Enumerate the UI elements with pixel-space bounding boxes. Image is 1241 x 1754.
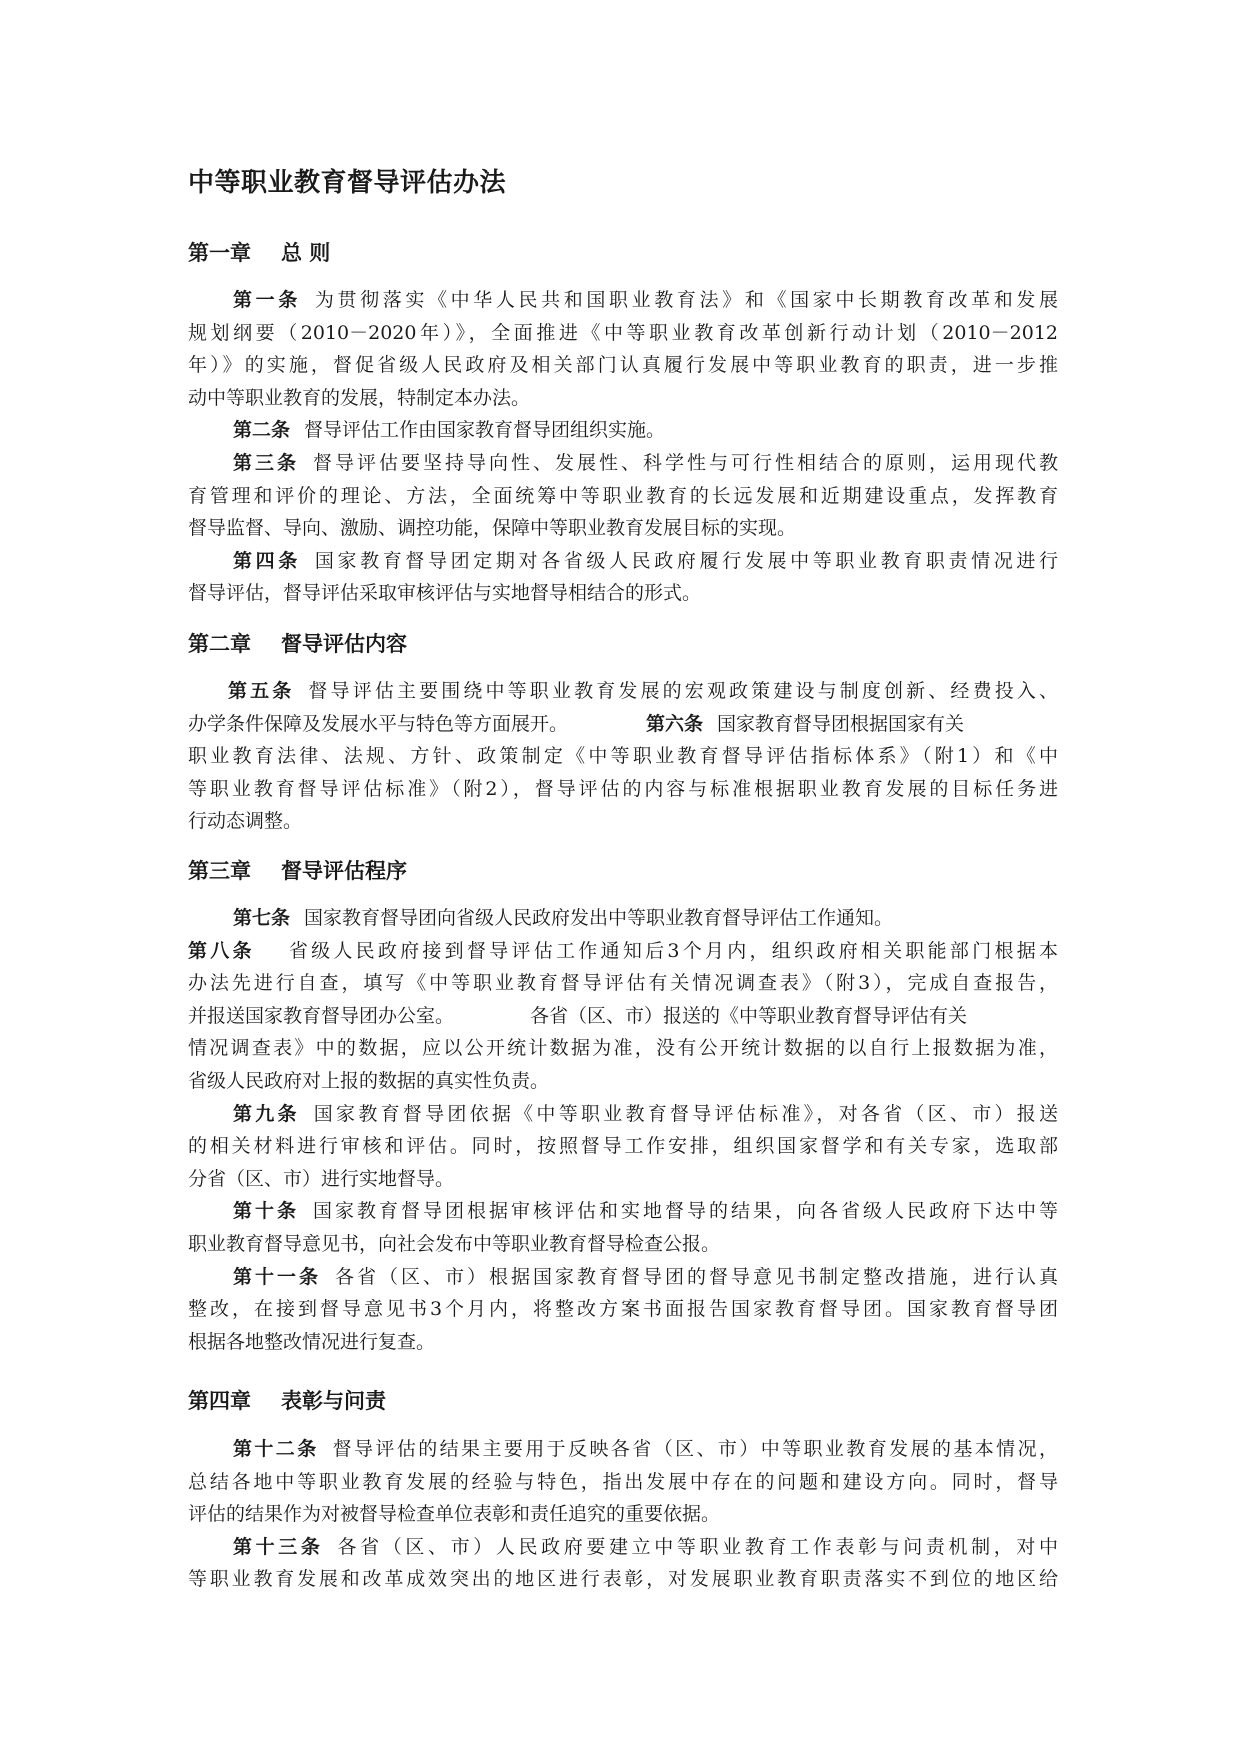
chapter-1-body xyxy=(188,284,1058,610)
article-label: 第八条 xyxy=(188,939,255,962)
text-line: 省级人民政府对上报的数据的真实性负责。 xyxy=(188,1069,550,1092)
article-label: 第十三条 xyxy=(233,1535,324,1558)
text-line: 整改，在接到督导意见书3个月内，将整改方案书面报告国家教育督导团。国家教育督导团 xyxy=(188,1298,1058,1321)
article-label: 第十一条 xyxy=(233,1265,321,1288)
text-line: 情况调查表》中的数据，应以公开统计数据为准，没有公开统计数据的以自行上报数据为准， xyxy=(188,1037,1058,1060)
text-line: 的相关材料进行审核和评估。同时，按照督导工作安排，组织国家督学和有关专家，选取部 xyxy=(188,1135,1058,1158)
text-line: 督导监督、导向、激励、调控功能，保障中等职业教育发展目标的实现。 xyxy=(188,517,797,540)
article-11: 第十一条 各省（区、市）根据国家教育督导团的督导意见书制定整改措施，进行认真 xyxy=(233,1265,1058,1288)
article-13: 第十三条 各省（区、市）人民政府要建立中等职业教育工作表彰与问责机制，对中 xyxy=(233,1535,1058,1558)
article-label: 第一条 xyxy=(233,289,301,311)
article-label: 第十二条 xyxy=(233,1438,319,1460)
article-label: 第十条 xyxy=(233,1200,299,1223)
article-label: 第二条 xyxy=(233,419,291,442)
article-7: 第七条 国家教育督导团向省级人民政府发出中等职业教育督导评估工作通知。 xyxy=(233,907,894,929)
article-label: 第九条 xyxy=(233,1102,300,1125)
text-line: 规划纲要（2010－2020年）》，全面推进《中等职业教育改革创新行动计划（2010－2012 xyxy=(188,321,1058,344)
chapter-number: 第四章 xyxy=(188,1389,251,1413)
article-10: 第十条 国家教育督导团根据审核评估和实地督导的结果，向各省级人民政府下达中等 xyxy=(233,1200,1058,1223)
text-line: 分省（区、市）进行实地督导。 xyxy=(188,1167,455,1190)
article-5: 第五条 督导评估主要围绕中等职业教育发展的宏观政策建设与制度创新、经费投入、 xyxy=(228,680,1058,702)
text-line: 职业教育督导意见书，向社会发布中等职业教育督导检查公报。 xyxy=(188,1232,721,1255)
chapter-4-heading xyxy=(188,1386,386,1416)
chapter-1-heading xyxy=(188,238,330,268)
chapter-title: 督导评估程序 xyxy=(281,859,407,883)
article-4: 第四条 国家教育督导团定期对各省级人民政府履行发展中等职业教育职责情况进行 xyxy=(233,549,1058,572)
text-line: 年）》的实施，督促省级人民政府及相关部门认真履行发展中等职业教育的职责，进一步推 xyxy=(188,354,1058,377)
chapter-title: 表彰与问责 xyxy=(281,1389,386,1413)
article-8-split-line: 并报送国家教育督导团办公室。 各省（区、市）报送的《中等职业教育督导评估有关 xyxy=(188,1004,968,1027)
chapter-number: 第三章 xyxy=(188,859,251,883)
article-label: 第三条 xyxy=(233,451,299,474)
chapter-title: 总 则 xyxy=(281,241,331,265)
article-label: 第五条 xyxy=(228,680,295,702)
document-title: 中等职业教育督导评估办法 xyxy=(188,168,507,198)
article-1: 第一条 为贯彻落实《中华人民共和国职业教育法》和《国家中长期教育改革和发展 xyxy=(233,289,1058,311)
text-line: 等职业教育督导评估标准》（附2），督导评估的内容与标准根据职业教育发展的目标任务进 xyxy=(188,777,1058,800)
text-line: 督导评估，督导评估采取审核评估与实地督导相结合的形式。 xyxy=(188,582,702,605)
article-9: 第九条 国家教育督导团依据《中等职业教育督导评估标准》，对各省（区、市）报送 xyxy=(233,1102,1058,1125)
text-line: 办法先进行自查，填写《中等职业教育督导评估有关情况调查表》（附3），完成自查报告， xyxy=(188,972,1058,995)
article-label: 第六条 xyxy=(646,712,704,735)
article-label: 第四条 xyxy=(233,549,301,572)
article-3: 第三条 督导评估要坚持导向性、发展性、科学性与可行性相结合的原则，运用现代教 xyxy=(233,451,1058,474)
text-line: 总结各地中等职业教育发展的经验与特色，指出发展中存在的问题和建设方向。同时，督导 xyxy=(188,1470,1058,1493)
chapter-number: 第二章 xyxy=(188,632,251,656)
article-5-6-line: 办学条件保障及发展水平与特色等方面展开。 第六条 国家教育督导团根据国家有关 xyxy=(188,712,965,735)
chapter-2-body xyxy=(188,675,1058,838)
text-line: 等职业教育发展和改革成效突出的地区进行表彰，对发展职业教育职责落实不到位的地区给 xyxy=(188,1568,1058,1591)
text-line: 评估的结果作为对被督导检查单位表彰和责任追究的重要依据。 xyxy=(188,1503,721,1526)
text-line: 育管理和评价的理论、方法，全面统筹中等职业教育的长远发展和近期建设重点，发挥教育 xyxy=(188,484,1058,507)
article-label: 第七条 xyxy=(233,907,291,929)
article-2: 第二条 督导评估工作由国家教育督导团组织实施。 xyxy=(233,419,666,442)
chapter-title: 督导评估内容 xyxy=(281,632,407,656)
chapter-2-heading xyxy=(188,629,407,659)
chapter-3-heading xyxy=(188,856,407,886)
article-8: 第八条 省级人民政府接到督导评估工作通知后3个月内，组织政府相关职能部门根据本 xyxy=(188,939,1058,962)
chapter-3-body xyxy=(188,902,1058,1358)
article-12: 第十二条 督导评估的结果主要用于反映各省（区、市）中等职业教育发展的基本情况， xyxy=(233,1438,1058,1460)
text-line: 职业教育法律、法规、方针、政策制定《中等职业教育督导评估指标体系》（附1）和《中 xyxy=(188,745,1058,768)
text-line: 行动态调整。 xyxy=(188,810,303,833)
text-line: 动中等职业教育的发展，特制定本办法。 xyxy=(188,386,531,409)
text-line: 根据各地整改情况进行复查。 xyxy=(188,1330,436,1353)
chapter-4-body xyxy=(188,1433,1058,1596)
chapter-number: 第一章 xyxy=(188,241,251,265)
